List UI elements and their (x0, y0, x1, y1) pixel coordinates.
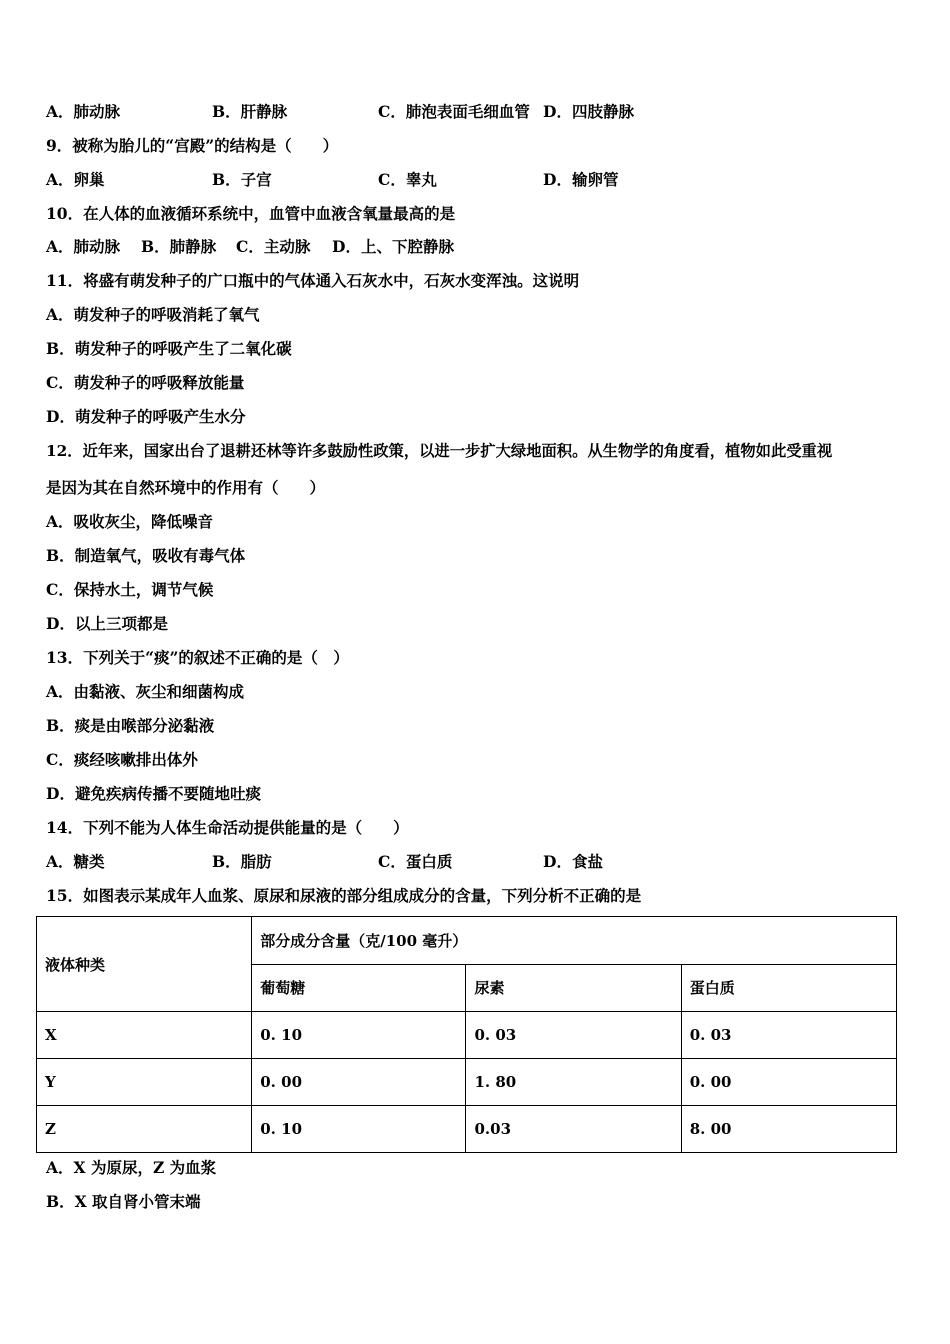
group-header-cell: 部分成分含量（克/100 毫升） (252, 917, 897, 965)
cell-value: 0. 03 (681, 1012, 896, 1059)
q8-option-d: D．四肢静脉 (543, 102, 634, 121)
q14-stem: 14．下列不能为人体生命活动提供能量的是（ ） (46, 818, 409, 837)
row-label: Z (37, 1106, 252, 1153)
cell-value: 1. 80 (466, 1059, 681, 1106)
q14-option-b: B．脂肪 (212, 852, 272, 871)
row-label: X (37, 1012, 252, 1059)
q12-option-d: D．以上三项都是 (46, 614, 168, 633)
cell-value: 0.03 (466, 1106, 681, 1153)
q13-option-a: A．由黏液、灰尘和细菌构成 (46, 682, 245, 701)
q11-option-a: A．萌发种子的呼吸消耗了氧气 (46, 305, 260, 324)
table-row (37, 1106, 897, 1153)
q15-stem: 15．如图表示某成年人血浆、原尿和尿液的部分组成成分的含量，下列分析不正确的是 (46, 886, 642, 905)
cell-value: 0. 03 (466, 1012, 681, 1059)
q14-option-c: C．蛋白质 (378, 852, 453, 871)
q13-stem: 13．下列关于“痰”的叙述不正确的是（ ） (46, 648, 349, 667)
table-row (37, 1012, 897, 1059)
q8-option-c: C．肺泡表面毛细血管 (378, 102, 530, 121)
q15-option-b: B．X 取自肾小管末端 (46, 1192, 201, 1211)
q14-option-a: A．糖类 (46, 852, 105, 871)
column-header-glucose: 葡萄糖 (252, 964, 466, 1012)
q9-option-d: D．输卵管 (543, 170, 619, 189)
q13-option-c: C．痰经咳嗽排出体外 (46, 750, 198, 769)
q11-option-d: D．萌发种子的呼吸产生水分 (46, 407, 246, 426)
q13-option-b: B．痰是由喉部分泌黏液 (46, 716, 215, 735)
q8-option-b: B．肝静脉 (212, 102, 288, 121)
q9-option-c: C．睾丸 (378, 170, 437, 189)
row-header-cell: 液体种类 (37, 917, 252, 1012)
q12-stem-line1: 12．近年来，国家出台了退耕还林等许多鼓励性政策，以进一步扩大绿地面积。从生物学的角度看，植物如此受重视 (46, 442, 833, 460)
q12-stem-line2: 是因为其在自然环境中的作用有（ ） (46, 478, 326, 497)
composition-table (36, 916, 897, 1153)
q12-option-b: B．制造氧气，吸收有毒气体 (46, 546, 246, 565)
q9-option-b: B．子宫 (212, 170, 272, 189)
column-header-protein: 蛋白质 (681, 964, 896, 1012)
q10-option-d: D．上、下腔静脉 (332, 237, 454, 256)
table-header-row (37, 917, 897, 965)
q9-option-a: A．卵巢 (46, 170, 105, 189)
q13-option-d: D．避免疾病传播不要随地吐痰 (46, 784, 261, 803)
row-label: Y (37, 1059, 252, 1106)
cell-value: 0. 10 (252, 1106, 466, 1153)
q10-stem: 10．在人体的血液循环系统中，血管中血液含氧量最高的是 (46, 204, 456, 223)
q10-option-a: A．肺动脉 (46, 237, 121, 256)
q12-option-c: C．保持水土，调节气候 (46, 580, 214, 599)
q11-stem: 11．将盛有萌发种子的广口瓶中的气体通入石灰水中，石灰水变浑浊。这说明 (46, 271, 580, 290)
q15-option-a: A．X 为原尿，Z 为血浆 (46, 1158, 217, 1177)
cell-value: 0. 00 (681, 1059, 896, 1106)
q12-option-a: A．吸收灰尘，降低噪音 (46, 512, 214, 531)
q11-option-b: B．萌发种子的呼吸产生了二氧化碳 (46, 339, 292, 358)
q10-option-b: B．肺静脉 (141, 237, 217, 256)
cell-value: 0. 10 (252, 1012, 466, 1059)
q14-option-d: D．食盐 (543, 852, 603, 871)
column-header-urea: 尿素 (466, 964, 681, 1012)
q9-stem: 9．被称为胎儿的“宫殿”的结构是（ ） (46, 136, 339, 155)
cell-value: 0. 00 (252, 1059, 466, 1106)
table-row (37, 1059, 897, 1106)
cell-value: 8. 00 (681, 1106, 896, 1153)
q10-option-c: C．主动脉 (236, 237, 311, 256)
q11-option-c: C．萌发种子的呼吸释放能量 (46, 373, 245, 392)
q8-option-a: A．肺动脉 (46, 102, 121, 121)
